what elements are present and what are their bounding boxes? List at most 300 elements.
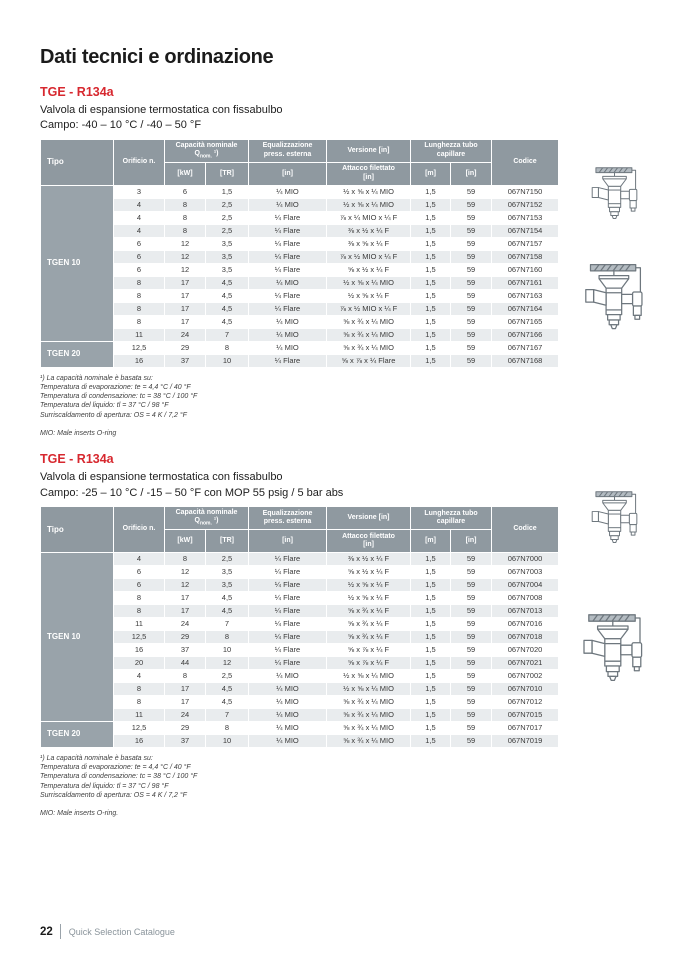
capillare-in-cell: 59 (451, 695, 492, 708)
tr-cell: 7 (206, 708, 249, 721)
attacco-line1: Attacco filettato (342, 532, 395, 540)
capillare-m-cell: 1,5 (411, 617, 451, 630)
codice-cell: 067N7158 (492, 250, 559, 263)
codice-cell: 067N7167 (492, 341, 559, 354)
kw-cell: 17 (165, 695, 206, 708)
codice-cell: 067N7002 (492, 669, 559, 682)
versione-cell: ⅜ x ½ x ¼ F (327, 224, 411, 237)
capillare-in-cell: 59 (451, 224, 492, 237)
mio-note: MIO: Male inserts O-ring (40, 429, 117, 437)
table-row (41, 315, 559, 328)
column-header-versione: Versione [in] (327, 506, 411, 529)
kw-cell: 12 (165, 565, 206, 578)
q-footnote-mark: ¹) (211, 150, 219, 158)
codice-cell: 067N7163 (492, 289, 559, 302)
capillare-in-cell: 59 (451, 263, 492, 276)
equalizzazione-cell: ¼ MIO (249, 721, 327, 734)
column-header-m: [m] (411, 529, 451, 552)
orificio-cell: 4 (114, 552, 165, 565)
equalizzazione-cell: ¼ MIO (249, 695, 327, 708)
expansion-valve-drawing (586, 164, 648, 237)
tr-cell: 12 (206, 656, 249, 669)
versione-cell: ⅝ x ¾ x ¼ MIO (327, 695, 411, 708)
codice-cell: 067N7017 (492, 721, 559, 734)
capillare-m-cell: 1,5 (411, 315, 451, 328)
equalizzazione-cell: ¼ Flare (249, 643, 327, 656)
orificio-cell: 8 (114, 591, 165, 604)
equalizzazione-cell: ¼ Flare (249, 630, 327, 643)
column-header-in: [in] (451, 529, 492, 552)
section-subtitle: Valvola di espansione termostatica con fissabulbo (40, 471, 283, 484)
equalizzazione-cell: ¼ MIO (249, 708, 327, 721)
footnote-line: ¹) La capacità nominale è basata su: (40, 374, 153, 382)
orificio-cell: 8 (114, 604, 165, 617)
orificio-cell: 8 (114, 289, 165, 302)
attacco-line2: [in] (363, 173, 374, 181)
column-header-eq-unit: [in] (249, 162, 327, 185)
eq-line1: Equalizzazione (262, 142, 313, 150)
versione-cell: ⅜ x ⅝ x ¼ F (327, 237, 411, 250)
tr-cell: 4,5 (206, 289, 249, 302)
table-row (41, 263, 559, 276)
equalizzazione-cell: ¼ MIO (249, 682, 327, 695)
column-header-orificio: Orificio n. (114, 139, 165, 185)
versione-cell: ⅝ x ¾ x ¼ F (327, 630, 411, 643)
codice-cell: 067N7000 (492, 552, 559, 565)
tr-cell: 3,5 (206, 250, 249, 263)
valve-illustration-large (578, 260, 656, 352)
kw-cell: 17 (165, 302, 206, 315)
codice-cell: 067N7013 (492, 604, 559, 617)
column-header-m: [m] (411, 162, 451, 185)
capillare-in-cell: 59 (451, 302, 492, 315)
kw-cell: 8 (165, 224, 206, 237)
eq-line1: Equalizzazione (262, 509, 313, 517)
table-row (41, 565, 559, 578)
section-range: Campo: -25 – 10 °C / -15 – 50 °F con MOP 55 psig / 5 bar abs (40, 486, 344, 499)
codice-cell: 067N7152 (492, 198, 559, 211)
codice-cell: 067N7015 (492, 708, 559, 721)
tr-cell: 4,5 (206, 276, 249, 289)
kw-cell: 8 (165, 552, 206, 565)
codice-cell: 067N7154 (492, 224, 559, 237)
tr-cell: 2,5 (206, 669, 249, 682)
versione-cell: ⅝ x ¾ x ¼ MIO (327, 328, 411, 341)
versione-cell: ½ x ⅝ x ¼ F (327, 591, 411, 604)
table-row (41, 276, 559, 289)
codice-cell: 067N7016 (492, 617, 559, 630)
codice-cell: 067N7019 (492, 734, 559, 747)
page-number: 22 (40, 925, 53, 938)
capillare-in-cell: 59 (451, 578, 492, 591)
capillare-m-cell: 1,5 (411, 185, 451, 198)
footnote-line: Temperatura del liquido: tl = 37 °C / 98 °F (40, 782, 169, 790)
capillare-in-cell: 59 (451, 198, 492, 211)
capillare-in-cell: 59 (451, 565, 492, 578)
table-row (41, 354, 559, 367)
versione-cell: ⅝ x ¾ x ¼ MIO (327, 734, 411, 747)
tr-cell: 3,5 (206, 578, 249, 591)
capillare-m-cell: 1,5 (411, 354, 451, 367)
column-header-capacita (165, 506, 249, 529)
lunghezza-line1: Lunghezza tubo (424, 509, 478, 517)
versione-cell: ⅞ x ¼ MIO x ¼ F (327, 211, 411, 224)
column-header-codice: Codice (492, 506, 559, 552)
q-footnote-mark: ¹) (211, 517, 219, 525)
orificio-cell: 6 (114, 263, 165, 276)
kw-cell: 29 (165, 630, 206, 643)
versione-cell: ⅝ x ½ x ¼ F (327, 263, 411, 276)
tr-cell: 3,5 (206, 565, 249, 578)
kw-cell: 24 (165, 708, 206, 721)
equalizzazione-cell: ¼ Flare (249, 578, 327, 591)
equalizzazione-cell: ¼ Flare (249, 289, 327, 302)
expansion-valve-drawing (586, 488, 648, 561)
orificio-cell: 8 (114, 315, 165, 328)
versione-cell: ½ x ⅝ x ¼ F (327, 578, 411, 591)
kw-cell: 37 (165, 734, 206, 747)
capillare-in-cell: 59 (451, 656, 492, 669)
tr-cell: 3,5 (206, 237, 249, 250)
tr-cell: 2,5 (206, 211, 249, 224)
capillare-in-cell: 59 (451, 721, 492, 734)
column-header-kw: [kW] (165, 529, 206, 552)
column-header-lunghezza (411, 139, 492, 162)
column-header-equalizzazione (249, 506, 327, 529)
attacco-line1: Attacco filettato (342, 165, 395, 173)
kw-cell: 29 (165, 721, 206, 734)
header-row (41, 506, 559, 529)
tr-cell: 1,5 (206, 185, 249, 198)
lunghezza-line1: Lunghezza tubo (424, 142, 478, 150)
capillare-m-cell: 1,5 (411, 263, 451, 276)
kw-cell: 24 (165, 328, 206, 341)
versione-cell: ⅝ x ¾ x ¼ F (327, 604, 411, 617)
versione-cell: ½ x ⅝ x ¼ MIO (327, 185, 411, 198)
table-row (41, 289, 559, 302)
versione-cell: ½ x ⅝ x ¼ MIO (327, 669, 411, 682)
capillare-m-cell: 1,5 (411, 289, 451, 302)
codice-cell: 067N7012 (492, 695, 559, 708)
versione-cell: ⅝ x ¾ x ¼ MIO (327, 708, 411, 721)
tipo-cell: TGEN 20 (41, 721, 114, 747)
equalizzazione-cell: ¼ Flare (249, 565, 327, 578)
versione-cell: ⅝ x ¾ x ¼ MIO (327, 315, 411, 328)
capillare-in-cell: 59 (451, 185, 492, 198)
table-row (41, 617, 559, 630)
tr-cell: 4,5 (206, 302, 249, 315)
orificio-cell: 11 (114, 617, 165, 630)
footnote-line: Temperatura di evaporazione: te = 4,4 °C / 40 °F (40, 384, 191, 392)
capillare-m-cell: 1,5 (411, 591, 451, 604)
table-row (41, 341, 559, 354)
tipo-cell: TGEN 10 (41, 185, 114, 341)
tr-cell: 4,5 (206, 695, 249, 708)
capillare-m-cell: 1,5 (411, 721, 451, 734)
table-row (41, 198, 559, 211)
kw-cell: 37 (165, 354, 206, 367)
table-row (41, 604, 559, 617)
versione-cell: ⅝ x ¾ x ¼ MIO (327, 341, 411, 354)
equalizzazione-cell: ¼ Flare (249, 237, 327, 250)
capillare-m-cell: 1,5 (411, 224, 451, 237)
capillare-in-cell: 59 (451, 682, 492, 695)
kw-cell: 17 (165, 604, 206, 617)
tipo-cell: TGEN 20 (41, 341, 114, 367)
equalizzazione-cell: ¼ Flare (249, 224, 327, 237)
versione-cell: ⅝ x ¾ x ¼ F (327, 617, 411, 630)
codice-cell: 067N7010 (492, 682, 559, 695)
tr-cell: 8 (206, 630, 249, 643)
capacita-line2 (167, 150, 246, 159)
valve-illustration-small (586, 488, 648, 561)
capillare-m-cell: 1,5 (411, 328, 451, 341)
tr-cell: 4,5 (206, 315, 249, 328)
valve-illustration-large (576, 610, 656, 704)
capillare-in-cell: 59 (451, 328, 492, 341)
footnote-block (40, 374, 562, 438)
column-header-tr: [TR] (206, 529, 249, 552)
table-row (41, 250, 559, 263)
column-header-capacita (165, 139, 249, 162)
expansion-valve-drawing (578, 260, 656, 352)
orificio-cell: 16 (114, 354, 165, 367)
tr-cell: 7 (206, 617, 249, 630)
equalizzazione-cell: ¼ Flare (249, 604, 327, 617)
capillare-in-cell: 59 (451, 604, 492, 617)
orificio-cell: 12,5 (114, 341, 165, 354)
capacita-line2 (167, 517, 246, 526)
q-subscript: nom. (199, 153, 212, 160)
footnote-line: ¹) La capacità nominale è basata su: (40, 754, 153, 762)
orificio-cell: 12,5 (114, 630, 165, 643)
equalizzazione-cell: ¼ MIO (249, 734, 327, 747)
equalizzazione-cell: ¼ Flare (249, 354, 327, 367)
eq-line2: press. esterna (263, 517, 312, 525)
footer-divider (60, 924, 61, 939)
section-tge-r134a-2 (40, 452, 562, 818)
section-tge-r134a-1 (40, 85, 562, 438)
versione-cell: ⅝ x ¾ x ¼ MIO (327, 721, 411, 734)
table-row (41, 630, 559, 643)
table-row (41, 302, 559, 315)
kw-cell: 17 (165, 591, 206, 604)
codice-cell: 067N7160 (492, 263, 559, 276)
kw-cell: 24 (165, 617, 206, 630)
codice-cell: 067N7164 (492, 302, 559, 315)
kw-cell: 37 (165, 643, 206, 656)
equalizzazione-cell: ¼ Flare (249, 656, 327, 669)
footnote-line: Temperatura di condensazione: tc = 38 °C / 100 °F (40, 393, 198, 401)
kw-cell: 12 (165, 237, 206, 250)
orificio-cell: 4 (114, 224, 165, 237)
equalizzazione-cell: ¼ MIO (249, 198, 327, 211)
equalizzazione-cell: ¼ MIO (249, 328, 327, 341)
capillare-in-cell: 59 (451, 643, 492, 656)
kw-cell: 29 (165, 341, 206, 354)
tr-cell: 10 (206, 643, 249, 656)
capillare-m-cell: 1,5 (411, 198, 451, 211)
section-heading: TGE - R134a (40, 452, 114, 467)
capillare-m-cell: 1,5 (411, 552, 451, 565)
capillare-in-cell: 59 (451, 276, 492, 289)
capillare-in-cell: 59 (451, 708, 492, 721)
column-header-attacco (327, 529, 411, 552)
versione-cell: ½ x ⅝ x ¼ MIO (327, 276, 411, 289)
q-subscript: nom. (199, 520, 212, 527)
capillare-m-cell: 1,5 (411, 734, 451, 747)
codice-cell: 067N7004 (492, 578, 559, 591)
kw-cell: 17 (165, 276, 206, 289)
column-header-tr: [TR] (206, 162, 249, 185)
column-header-tipo: Tipo (41, 506, 114, 552)
column-header-codice: Codice (492, 139, 559, 185)
capillare-in-cell: 59 (451, 341, 492, 354)
table-row (41, 328, 559, 341)
kw-cell: 17 (165, 289, 206, 302)
page-title: Dati tecnici e ordinazione (40, 46, 274, 68)
orificio-cell: 8 (114, 695, 165, 708)
codice-cell: 067N7165 (492, 315, 559, 328)
capacita-line1: Capacità nominale (175, 141, 238, 149)
orificio-cell: 11 (114, 328, 165, 341)
page-content (40, 0, 562, 818)
footnote-line: Temperatura di evaporazione: te = 4,4 °C / 40 °F (40, 764, 191, 772)
table-row (41, 591, 559, 604)
table-row (41, 734, 559, 747)
column-header-versione: Versione [in] (327, 139, 411, 162)
kw-cell: 12 (165, 250, 206, 263)
orificio-cell: 8 (114, 302, 165, 315)
capillare-in-cell: 59 (451, 591, 492, 604)
footnote-line: Surriscaldamento di apertura: OS = 4 K / 7,2 °F (40, 791, 187, 799)
column-header-lunghezza (411, 506, 492, 529)
orificio-cell: 16 (114, 734, 165, 747)
capacita-line1: Capacità nominale (175, 509, 238, 517)
valve-illustration-small (586, 164, 648, 237)
equalizzazione-cell: ¼ Flare (249, 591, 327, 604)
equalizzazione-cell: ¼ MIO (249, 315, 327, 328)
capillare-m-cell: 1,5 (411, 250, 451, 263)
lunghezza-line2: capillare (436, 150, 466, 158)
codice-cell: 067N7020 (492, 643, 559, 656)
section-heading: TGE - R134a (40, 85, 114, 99)
capillare-m-cell: 1,5 (411, 656, 451, 669)
kw-cell: 8 (165, 198, 206, 211)
table-row (41, 552, 559, 565)
codice-cell: 067N7008 (492, 591, 559, 604)
capillare-in-cell: 59 (451, 734, 492, 747)
orificio-cell: 3 (114, 185, 165, 198)
ordering-table-1 (40, 139, 559, 368)
tr-cell: 8 (206, 341, 249, 354)
orificio-cell: 20 (114, 656, 165, 669)
capillare-m-cell: 1,5 (411, 276, 451, 289)
equalizzazione-cell: ¼ Flare (249, 250, 327, 263)
capillare-in-cell: 59 (451, 237, 492, 250)
capillare-in-cell: 59 (451, 250, 492, 263)
eq-line2: press. esterna (263, 150, 312, 158)
tr-cell: 4,5 (206, 591, 249, 604)
orificio-cell: 11 (114, 708, 165, 721)
orificio-cell: 6 (114, 237, 165, 250)
capillare-in-cell: 59 (451, 211, 492, 224)
table-row (41, 721, 559, 734)
tr-cell: 2,5 (206, 552, 249, 565)
table-row (41, 669, 559, 682)
equalizzazione-cell: ¼ Flare (249, 617, 327, 630)
capillare-in-cell: 59 (451, 669, 492, 682)
footnote-line: Surriscaldamento di apertura: OS = 4 K / 7,2 °F (40, 411, 187, 419)
capillare-m-cell: 1,5 (411, 643, 451, 656)
lunghezza-line2: capillare (436, 517, 466, 525)
q-symbol: Q (194, 150, 200, 158)
versione-cell: ⅞ x ½ MIO x ¼ F (327, 302, 411, 315)
capillare-m-cell: 1,5 (411, 630, 451, 643)
ordering-table-2 (40, 506, 559, 748)
tr-cell: 2,5 (206, 224, 249, 237)
orificio-cell: 6 (114, 565, 165, 578)
codice-cell: 067N7018 (492, 630, 559, 643)
footnote-line: Temperatura del liquido: tl = 37 °C / 98 °F (40, 402, 169, 410)
versione-cell: ⅞ x ½ MIO x ¼ F (327, 250, 411, 263)
tipo-cell: TGEN 10 (41, 552, 114, 721)
codice-cell: 067N7157 (492, 237, 559, 250)
kw-cell: 8 (165, 669, 206, 682)
capillare-in-cell: 59 (451, 552, 492, 565)
codice-cell: 067N7153 (492, 211, 559, 224)
table-row (41, 237, 559, 250)
tr-cell: 7 (206, 328, 249, 341)
table-row (41, 224, 559, 237)
table-row (41, 211, 559, 224)
versione-cell: ½ x ⅝ x ¼ MIO (327, 682, 411, 695)
kw-cell: 6 (165, 185, 206, 198)
versione-cell: ½ x ⅝ x ¼ MIO (327, 198, 411, 211)
kw-cell: 12 (165, 263, 206, 276)
tr-cell: 4,5 (206, 682, 249, 695)
equalizzazione-cell: ¼ Flare (249, 263, 327, 276)
versione-cell: ⅜ x ½ x ¼ F (327, 552, 411, 565)
table-row (41, 643, 559, 656)
catalogue-title: Quick Selection Catalogue (68, 926, 175, 937)
capillare-m-cell: 1,5 (411, 669, 451, 682)
column-header-attacco (327, 162, 411, 185)
table-row (41, 578, 559, 591)
orificio-cell: 6 (114, 250, 165, 263)
equalizzazione-cell: ¼ Flare (249, 211, 327, 224)
column-header-equalizzazione (249, 139, 327, 162)
codice-cell: 067N7150 (492, 185, 559, 198)
orificio-cell: 4 (114, 669, 165, 682)
header-row (41, 139, 559, 162)
table-row (41, 185, 559, 198)
page-footer (40, 924, 175, 939)
footnote-block (40, 754, 562, 818)
capillare-m-cell: 1,5 (411, 604, 451, 617)
table-row (41, 708, 559, 721)
mio-note: MIO: Male inserts O-ring. (40, 810, 119, 818)
orificio-cell: 12,5 (114, 721, 165, 734)
orificio-cell: 16 (114, 643, 165, 656)
attacco-line2: [in] (363, 540, 374, 548)
orificio-cell: 4 (114, 198, 165, 211)
section-range: Campo: -40 – 10 °C / -40 – 50 °F (40, 119, 202, 132)
capillare-m-cell: 1,5 (411, 237, 451, 250)
column-header-eq-unit: [in] (249, 529, 327, 552)
kw-cell: 44 (165, 656, 206, 669)
codice-cell: 067N7168 (492, 354, 559, 367)
